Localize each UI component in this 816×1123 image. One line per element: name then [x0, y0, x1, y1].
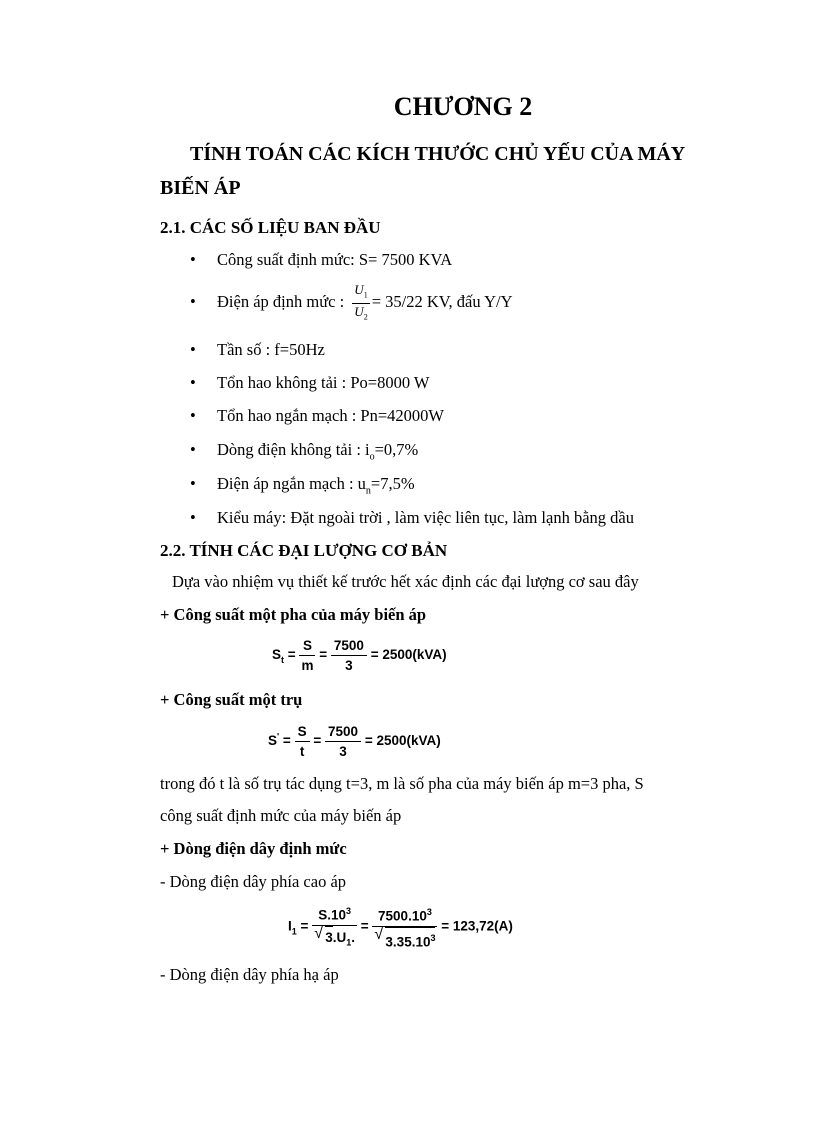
bullet-rated-power [190, 250, 452, 270]
bullet-rated-voltage [190, 282, 513, 324]
bullet-machine-type [190, 508, 634, 528]
chapter-title-line2: BIẾN ÁP [160, 177, 241, 199]
bullet-frequency [190, 340, 325, 360]
bullet-dot: • [190, 508, 196, 527]
bullet-dot: • [190, 406, 196, 425]
bullet-no-load-current: • Dòng điện không tải : $i_o=0,7\%$ [190, 440, 419, 463]
label-high-voltage-current: - Dòng điện dây phía cao áp [160, 872, 347, 891]
section-heading-2-1: 2.1. CÁC SỐ LIỆU BAN ĐẦU [160, 218, 381, 237]
bullet-short-circuit-voltage: • Điện áp ngắn mạch : $u_n=7,5\%$ [190, 474, 415, 497]
bullet-text: Kiểu máy: Đặt ngoài trời , làm việc liên tục, làm lạnh bằng dầu [217, 508, 634, 527]
equation-hv-current: $I_1$ = $S.10^3$ √ $3.U_1$. = 7500.10$^3$ √ 3.35.10$^3$ = 123,72(A) [288, 902, 513, 952]
bullet-text: Tần số : f=50Hz [217, 340, 325, 359]
section-heading-2-2: 2.2. TÍNH CÁC ĐẠI LƯỢNG CƠ BẢN [160, 541, 448, 560]
bullet-dot: • [190, 291, 196, 311]
bullet-text: Tổn hao không tải : Po=8000 W [217, 373, 430, 392]
bullet-dot: • [190, 474, 196, 493]
equation-core-power: S' = $\frac{S}{t}$ = $\frac{7500}{3}$ = 2500(kVA) [268, 724, 441, 759]
label-low-voltage-current: - Dòng điện dây phía hạ áp [160, 965, 339, 984]
intro-paragraph: Dựa vào nhiệm vụ thiết kế trước hết xác định các đại lượng cơ sau đây [172, 572, 639, 591]
bullet-text: = 35/22 KV, đấu Y/Y [371, 291, 513, 311]
subheading-phase-power: + Công suất một pha của máy biến áp [160, 605, 427, 624]
equation-phase-power: $S_t$ = $\frac{S}{m}$ = $\frac{7500}{3}$ = 2500(kVA) [272, 638, 447, 673]
sqrt-symbol: √ 3 [314, 926, 333, 947]
bullet-text: Tổn hao ngắn mạch : Pn=42000W [217, 406, 444, 425]
bullet-text: Điện áp định mức : [217, 291, 345, 311]
bullet-dot: • [190, 250, 196, 269]
subheading-line-current: + Dòng điện dây định mức [160, 839, 347, 858]
bullet-text: Công suất định mức: S= 7500 KVA [217, 250, 453, 269]
sqrt-symbol: √ 3.35.10$^3$ [374, 927, 435, 952]
paragraph-line-1: trong đó t là số trụ tác dụng t=3, m là số pha của máy biến áp m=3 pha, S [160, 774, 644, 793]
chapter-heading: CHƯƠNG 2 [393, 92, 533, 121]
bullet-short-circuit-loss [190, 406, 444, 426]
bullet-dot: • [190, 340, 196, 359]
voltage-ratio-fraction: $\frac{U_1}{U_2}$ [354, 282, 368, 322]
chapter-title-line1: TÍNH TOÁN CÁC KÍCH THƯỚC CHỦ YẾU CỦA MÁY [190, 143, 686, 165]
paragraph-line-2: công suất định mức của máy biến áp [160, 806, 402, 825]
bullet-dot: • [190, 440, 196, 459]
bullet-dot: • [190, 373, 196, 392]
bullet-no-load-loss [190, 373, 430, 393]
subheading-core-power: + Công suất một trụ [160, 690, 303, 709]
